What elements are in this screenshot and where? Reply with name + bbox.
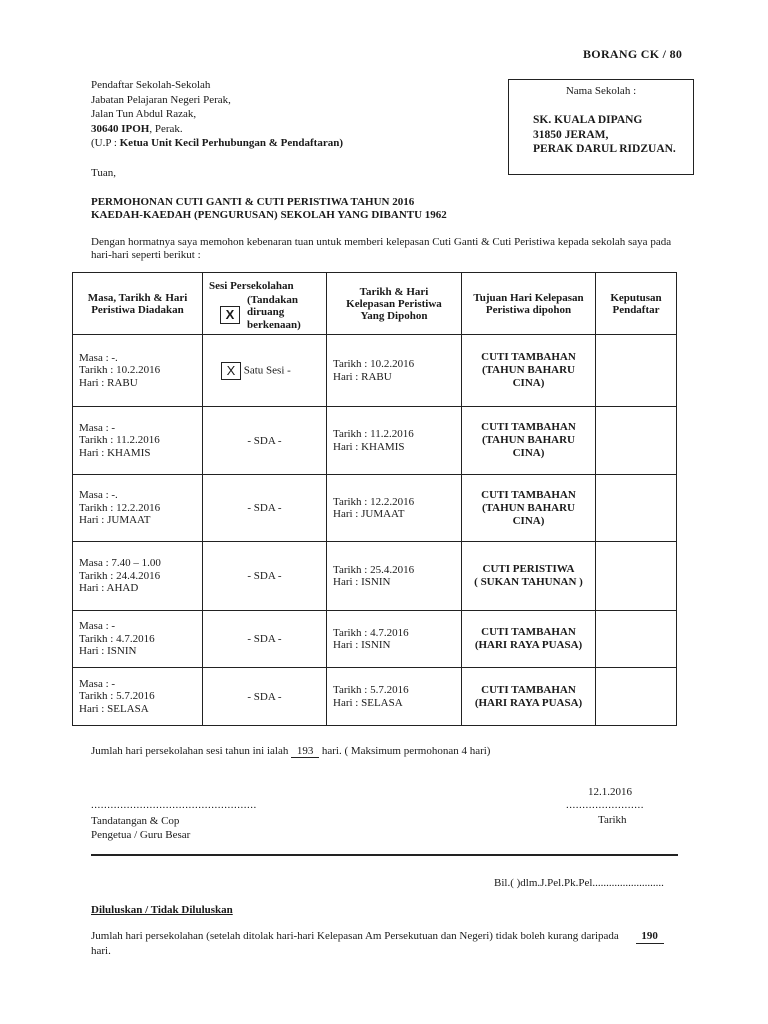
table-row — [73, 335, 677, 407]
note-line: (Tandakan — [247, 293, 298, 306]
k-tarikh-text: Tarikh : 10.2.2016 — [333, 358, 415, 370]
address-line: Pendaftar Sekolah-Sekolah — [91, 79, 211, 91]
k-hari-text: Hari : RABU — [333, 370, 392, 383]
cell-keputusan — [596, 611, 677, 668]
k-tarikh-text: Tarikh : 25.4.2016 — [333, 563, 415, 576]
tujuan-line: (TAHUN BAHARU — [482, 501, 575, 514]
table-row — [73, 668, 677, 726]
recipient-address — [91, 78, 343, 151]
tarikh-text: Tarikh : 24.4.2016 — [79, 569, 161, 582]
cell-tujuan — [462, 542, 596, 611]
total-days-value: 193 — [291, 745, 319, 758]
subject-line: KAEDAH-KAEDAH (PENGURUSAN) SEKOLAH YANG DIBANTU 1962 — [91, 208, 447, 221]
tujuan-line: CUTI TAMBAHAN — [481, 626, 576, 638]
tujuan-line: (HARI RAYA PUASA) — [474, 639, 583, 651]
cell-kelepasan — [327, 668, 462, 726]
hari-text: Hari : JUMAAT — [79, 514, 151, 527]
note-line: diruang — [247, 306, 285, 318]
postcode-city: 30640 IPOH — [91, 122, 150, 135]
total-days-prefix: Jumlah hari persekolahan sesi tahun ini ialah — [91, 745, 289, 757]
tarikh-text: Tarikh : 10.2.2016 — [79, 364, 161, 377]
form-code: BORANG CK / 80 — [583, 47, 683, 61]
minimum-days-note — [91, 929, 691, 958]
intro-paragraph: Dengan hormatnya saya memohon kebenaran tuan untuk memberi kelepasan Cuti Ganti & Cuti Peristiwa kepada sekolah saya pada hari-hari seperti berikut : — [91, 236, 672, 261]
table-row — [73, 611, 677, 668]
header-sesi-note — [247, 294, 301, 332]
minimum-days-value: 190 — [636, 929, 664, 944]
tarikh-text: Tarikh : 12.2.2016 — [79, 501, 161, 514]
cell-tujuan — [462, 611, 596, 668]
k-hari-text: Hari : SELASA — [333, 696, 403, 709]
masa-text: Masa : - — [79, 421, 116, 434]
cell-sesi: - SDA - — [203, 407, 327, 475]
tujuan-line: ( SUKAN TAHUNAN ) — [474, 576, 583, 588]
checkbox-sample: X — [220, 306, 240, 324]
cell-tujuan — [462, 475, 596, 542]
header-tujuan: Tujuan Hari Kelepasan Peristiwa dipohon — [462, 273, 596, 335]
attention-recipient: Ketua Unit Kecil Perhubungan & Pendaftaran) — [119, 137, 343, 149]
reference-number: Bil.( )dlm.J.Pel.Pk.Pel.......................... — [494, 877, 664, 889]
cell-kelepasan — [327, 335, 462, 407]
session-checkbox: X — [221, 362, 241, 380]
hari-text: Hari : SELASA — [79, 702, 149, 715]
cell-keputusan — [596, 407, 677, 475]
school-name — [533, 113, 676, 157]
signature-label-line: Pengetua / Guru Besar — [91, 829, 191, 841]
approval-heading: Diluluskan / Tidak Diluluskan — [91, 904, 233, 916]
cell-tujuan — [462, 407, 596, 475]
tujuan-line: CUTI TAMBAHAN — [481, 488, 576, 501]
tujuan-line: (TAHUN BAHARU — [482, 434, 575, 446]
minimum-days-suffix: hari. — [91, 945, 111, 957]
cell-kelepasan — [327, 407, 462, 475]
tujuan-line: (TAHUN BAHARU — [482, 364, 575, 376]
hari-text: Hari : KHAMIS — [79, 446, 151, 459]
k-hari-text: Hari : ISNIN — [333, 639, 391, 651]
cell-masa — [73, 407, 203, 475]
section-divider — [91, 854, 678, 856]
signature-label — [91, 814, 190, 842]
tujuan-line: CUTI TAMBAHAN — [481, 683, 576, 696]
cell-sesi: - SDA - — [203, 668, 327, 726]
cell-masa — [73, 611, 203, 668]
cell-sesi: - SDA - — [203, 542, 327, 611]
k-hari-text: Hari : ISNIN — [333, 576, 391, 588]
hari-text: Hari : AHAD — [79, 582, 139, 595]
cell-tujuan — [462, 335, 596, 407]
school-name-box — [508, 79, 694, 175]
cell-keputusan — [596, 668, 677, 726]
table-header-row — [73, 273, 677, 335]
masa-text: Masa : - — [79, 677, 116, 690]
tujuan-line: CINA) — [512, 514, 545, 527]
subject-line: PERMOHONAN CUTI GANTI & CUTI PERISTIWA TAHUN 2016 — [91, 196, 415, 208]
k-tarikh-text: Tarikh : 11.2.2016 — [333, 428, 414, 440]
cell-kelepasan — [327, 611, 462, 668]
tujuan-line: CUTI PERISTIWA — [482, 563, 575, 575]
signature-label-line: Tandatangan & Cop — [91, 815, 180, 827]
table-row — [73, 475, 677, 542]
school-line: SK. KUALA DIPANG — [533, 114, 643, 126]
session-text: Satu Sesi - — [243, 364, 291, 377]
letter-date: 12.1.2016 — [588, 786, 632, 798]
address-attention — [91, 136, 343, 151]
tarikh-text: Tarikh : 4.7.2016 — [79, 632, 155, 645]
k-hari-text: Hari : KHAMIS — [333, 440, 405, 453]
cell-kelepasan — [327, 475, 462, 542]
school-line: 31850 JERAM, — [533, 128, 609, 141]
signature-dotted-line: ................................................... — [91, 799, 257, 811]
masa-text: Masa : - — [79, 620, 116, 633]
tujuan-line: CINA) — [512, 377, 545, 389]
header-sesi — [203, 273, 327, 335]
k-tarikh-text: Tarikh : 12.2.2016 — [333, 495, 415, 508]
total-days-suffix: hari. ( Maksimum permohonan 4 hari) — [321, 745, 491, 757]
school-line: PERAK DARUL RIDZUAN. — [533, 143, 676, 155]
cell-masa — [73, 335, 203, 407]
tarikh-text: Tarikh : 11.2.2016 — [79, 434, 160, 447]
tujuan-line: (HARI RAYA PUASA) — [474, 696, 583, 709]
tujuan-line: CUTI TAMBAHAN — [481, 351, 576, 363]
masa-text: Masa : 7.40 – 1.00 — [79, 557, 161, 570]
address-line — [91, 122, 343, 137]
date-label: Tarikh — [598, 814, 627, 826]
cell-masa — [73, 475, 203, 542]
cell-kelepasan — [327, 542, 462, 611]
k-hari-text: Hari : JUMAAT — [333, 508, 405, 520]
total-days-line — [91, 745, 490, 758]
cell-sesi: - SDA - — [203, 475, 327, 542]
header-sesi-title: Sesi Persekolahan — [209, 279, 294, 292]
subject — [91, 196, 447, 221]
address-line: Jabatan Pelajaran Negeri Perak, — [91, 93, 231, 106]
cell-keputusan — [596, 335, 677, 407]
note-line: berkenaan) — [247, 318, 301, 331]
table-row — [73, 407, 677, 475]
cell-keputusan — [596, 542, 677, 611]
salutation: Tuan, — [91, 167, 116, 179]
hari-text: Hari : ISNIN — [79, 645, 137, 658]
k-tarikh-text: Tarikh : 4.7.2016 — [333, 626, 409, 639]
k-tarikh-text: Tarikh : 5.7.2016 — [333, 684, 409, 696]
header-keputusan: Keputusan Pendaftar — [596, 273, 677, 335]
address-line: Jalan Tun Abdul Razak, — [91, 108, 197, 120]
attention-prefix: (U.P : — [91, 137, 120, 149]
header-masa: Masa, Tarikh & Hari Peristiwa Diadakan — [73, 273, 203, 335]
cell-masa — [73, 668, 203, 726]
header-kelepasan: Tarikh & Hari Kelepasan Peristiwa Yang Dipohon — [327, 273, 462, 335]
table-row — [73, 542, 677, 611]
school-name-label: Nama Sekolah : — [565, 85, 637, 97]
cell-tujuan — [462, 668, 596, 726]
cell-sesi: - SDA - — [203, 611, 327, 668]
masa-text: Masa : -. — [79, 489, 118, 502]
cell-sesi — [203, 335, 327, 407]
tarikh-text: Tarikh : 5.7.2016 — [79, 690, 155, 703]
date-dotted-line: ........................ — [566, 799, 644, 811]
tujuan-line: CINA) — [512, 447, 545, 459]
hari-text: Hari : RABU — [79, 376, 138, 389]
leave-table — [72, 272, 677, 726]
tujuan-line: CUTI TAMBAHAN — [481, 421, 576, 433]
minimum-days-prefix: Jumlah hari persekolahan (setelah ditolak hari-hari Kelepasan Am Persekutuan dan Negeri) tidak boleh kurang daripada — [91, 930, 619, 942]
cell-masa — [73, 542, 203, 611]
address-state: , Perak. — [149, 122, 183, 135]
cell-keputusan — [596, 475, 677, 542]
masa-text: Masa : -. — [79, 351, 118, 364]
